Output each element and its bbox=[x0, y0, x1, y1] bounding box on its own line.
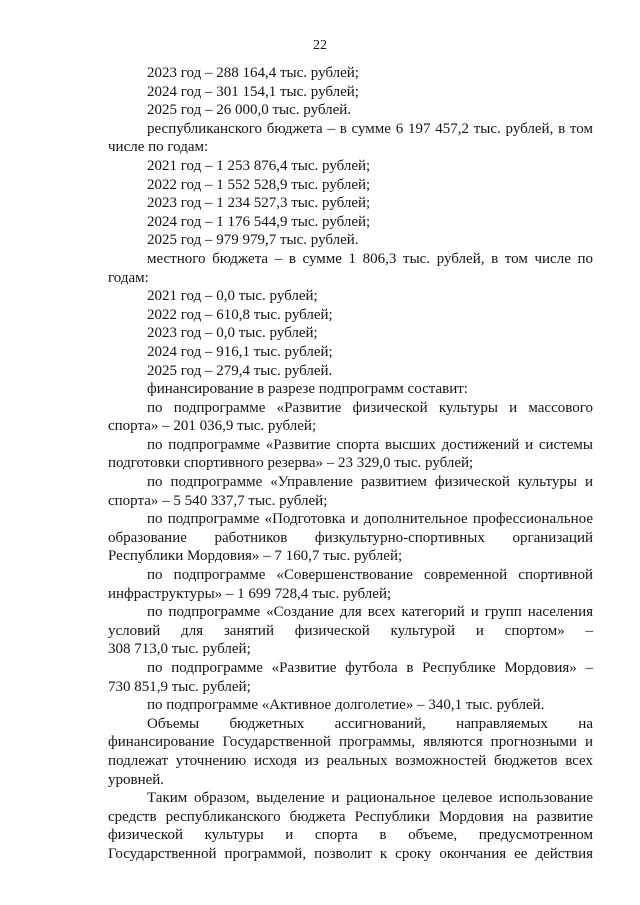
text-line: Государственной программой, позволит к сроку окончания ее действия bbox=[108, 845, 593, 862]
document-body bbox=[108, 64, 593, 864]
text-line: Республики Мордовия» – 7 160,7 тыс. рублей; bbox=[108, 548, 403, 565]
text-line: 2022 год – 1 552 528,9 тыс. рублей; bbox=[147, 176, 371, 193]
text-line: 2024 год – 301 154,1 тыс. рублей; bbox=[147, 83, 359, 100]
text-line: по подпрограмме «Подготовка и дополнительное профессиональное bbox=[147, 511, 593, 528]
text-line: условий для занятий физической культурой и спортом» – bbox=[108, 622, 593, 639]
text-line: 2022 год – 610,8 тыс. рублей; bbox=[147, 306, 333, 323]
text-line: 2025 год – 26 000,0 тыс. рублей. bbox=[147, 102, 352, 119]
text-line: уровней. bbox=[108, 771, 165, 788]
text-line: образование работников физкультурно-спортивных организаций bbox=[108, 529, 593, 546]
text-line: средств республиканского бюджета Республики Мордовия на развитие bbox=[108, 808, 593, 825]
text-line: местного бюджета – в сумме 1 806,3 тыс. рублей, в том числе по bbox=[147, 250, 593, 267]
text-line: 2024 год – 916,1 тыс. рублей; bbox=[147, 343, 333, 360]
text-line: подлежат уточнению исходя из реальных возможностей бюджетов всех bbox=[108, 752, 593, 769]
text-line: по подпрограмме «Развитие спорта высших достижений и системы bbox=[147, 436, 593, 453]
text-line: 730 851,9 тыс. рублей; bbox=[108, 678, 251, 695]
text-line: спорта» – 201 036,9 тыс. рублей; bbox=[108, 418, 317, 435]
text-line: Объемы бюджетных ассигнований, направляемых на bbox=[147, 715, 593, 732]
text-line: 308 713,0 тыс. рублей; bbox=[108, 641, 251, 658]
text-line: 2024 год – 1 176 544,9 тыс. рублей; bbox=[147, 213, 371, 230]
text-line: по подпрограмме «Совершенствование современной спортивной bbox=[147, 567, 593, 584]
text-line: по подпрограмме «Активное долголетие» – 340,1 тыс. рублей. bbox=[147, 697, 545, 714]
text-line: 2021 год – 0,0 тыс. рублей; bbox=[147, 288, 318, 305]
text-line: физической культуры и спорта в объеме, предусмотренном bbox=[108, 827, 593, 844]
text-line: 2021 год – 1 253 876,4 тыс. рублей; bbox=[147, 157, 371, 174]
text-line: Таким образом, выделение и рациональное целевое использование bbox=[147, 790, 593, 807]
text-line: спорта» – 5 540 337,7 тыс. рублей; bbox=[108, 492, 328, 509]
text-line: 2023 год – 0,0 тыс. рублей; bbox=[147, 325, 318, 342]
text-line: по подпрограмме «Управление развитием физической культуры и bbox=[147, 474, 593, 491]
page-number: 22 bbox=[313, 38, 327, 53]
text-line: числе по годам: bbox=[108, 139, 209, 156]
text-line: по подпрограмме «Развитие футбола в Республике Мордовия» – bbox=[147, 660, 593, 676]
text-line: финансирование Государственной программы, являются прогнозными и bbox=[108, 734, 593, 751]
text-line: 2023 год – 288 164,4 тыс. рублей; bbox=[147, 65, 359, 81]
text-line: по подпрограмме «Создание для всех категорий и групп населения bbox=[147, 604, 593, 621]
text-line: финансирование в разрезе подпрограмм составит: bbox=[147, 381, 468, 398]
text-line: 2025 год – 979 979,7 тыс. рублей. bbox=[147, 232, 359, 249]
text-line: республиканского бюджета – в сумме 6 197 457,2 тыс. рублей, в том bbox=[147, 120, 593, 137]
text-line: 2025 год – 279,4 тыс. рублей. bbox=[147, 362, 333, 379]
text-line: подготовки спортивного резерва» – 23 329,0 тыс. рублей; bbox=[108, 455, 474, 472]
text-line: 2023 год – 1 234 527,3 тыс. рублей; bbox=[147, 195, 371, 212]
text-line: по подпрограмме «Развитие физической культуры и массового bbox=[147, 399, 593, 416]
text-line: инфраструктуры» – 1 699 728,4 тыс. рублей; bbox=[108, 585, 392, 602]
text-line: годам: bbox=[108, 269, 149, 286]
